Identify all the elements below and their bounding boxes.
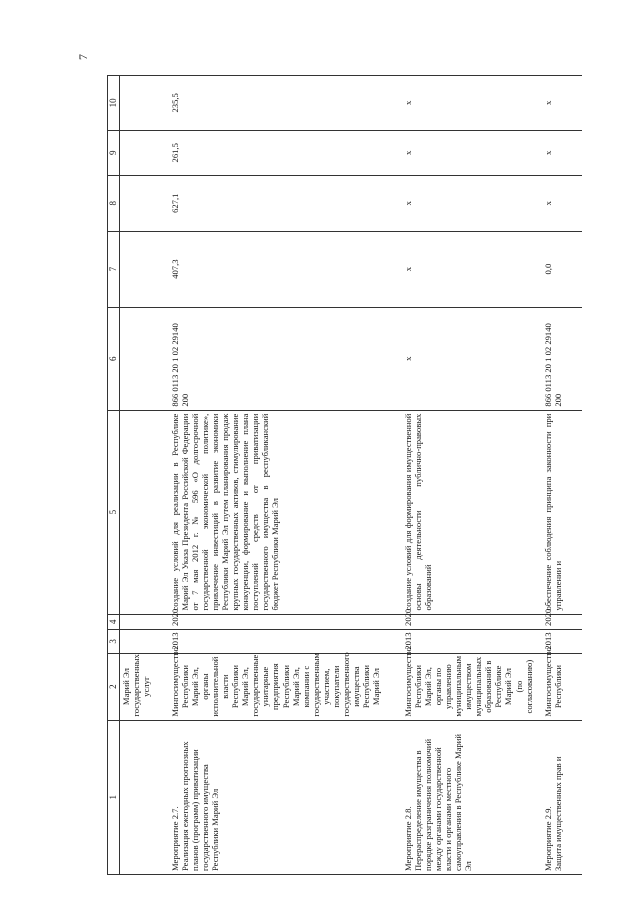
- col-header-8: 8: [108, 175, 120, 231]
- value-cell-8: х: [542, 175, 582, 231]
- col-header-9: 9: [108, 130, 120, 175]
- col-header-6: 6: [108, 307, 120, 410]
- value-cell-7: 407,3: [169, 231, 402, 307]
- page-number: 7: [76, 54, 90, 60]
- value-cell-9: 261,5: [169, 130, 402, 175]
- executor-cell: Мингосимущество Республики Марий Эл, органы по управлению муниципальным имуществом муниципальных образований в Республике Марий Эл (по согласованию): [402, 653, 542, 720]
- col-header-2: 2: [108, 653, 120, 720]
- continuation-row: [119, 76, 169, 875]
- col-header-3: 3: [108, 629, 120, 653]
- value-cell-9: х: [402, 130, 542, 175]
- table-row: [542, 76, 582, 875]
- col-header-5: 5: [108, 410, 120, 614]
- value-cell-8: х: [402, 175, 542, 231]
- rotated-table-sheet: [107, 75, 577, 875]
- start-year-cell: 2013: [542, 629, 582, 653]
- budget-code-cell: 866 0113 20 1 02 29140 200: [542, 307, 582, 410]
- continued-executor-cell: Марий Эл государственных услуг: [119, 653, 169, 720]
- value-cell-10: х: [402, 76, 542, 131]
- expected-result-cell: создание условий для формирования имущественной основы деятельности публично-правовых образований: [402, 410, 542, 614]
- budget-code-cell: 866 0113 20 1 02 29140 200: [169, 307, 402, 410]
- table-row: [169, 76, 402, 875]
- col-header-4: 4: [108, 614, 120, 629]
- measure-name-cell: Мероприятие 2.8. Перераспределение имущества в порядке разграничения полномочий между органами государственной власти и органами местного самоуправления в Республике Марий Эл: [402, 720, 542, 874]
- end-year-cell: 2020: [402, 614, 542, 629]
- start-year-cell: 2013: [402, 629, 542, 653]
- budget-code-cell: х: [402, 307, 542, 410]
- measure-name-cell: Мероприятие 2.9. Защита имущественных прав и: [542, 720, 582, 874]
- value-cell-7: 0,0: [542, 231, 582, 307]
- end-year-cell: 2020: [169, 614, 402, 629]
- end-year-cell: 2020: [542, 614, 582, 629]
- expected-result-cell: обеспечение соблюдения принципа законности при управлении и: [542, 410, 582, 614]
- col-header-7: 7: [108, 231, 120, 307]
- column-header-row: [108, 76, 120, 875]
- program-measures-table: [107, 75, 582, 875]
- table-row: [402, 76, 542, 875]
- executor-cell: Мингосимущество Республики: [542, 653, 582, 720]
- value-cell-10: х: [542, 76, 582, 131]
- col-header-10: 10: [108, 76, 120, 131]
- value-cell-9: х: [542, 130, 582, 175]
- expected-result-cell: создание условий для реализации в Республике Марий Эл Указа Президента Российской Федерации от 7 мая 2012 г. № 596 «О долгосрочной государственной экономической политике», привлечение инвестиций в развитие экономики Республики Марий Эл путем планирования продаж крупных государственных активов, стимулирование конкуренции, формирование и выполнение плана поступлений средств от приватизации государственного имущества в республиканский бюджет Республики Марий Эл: [169, 410, 402, 614]
- value-cell-10: 235,5: [169, 76, 402, 131]
- measure-name-cell: Мероприятие 2.7. Реализация ежегодных прогнозных планов (программ) приватизации государственного имущества Республики Марий Эл: [169, 720, 402, 874]
- start-year-cell: 2013: [169, 629, 402, 653]
- value-cell-7: х: [402, 231, 542, 307]
- value-cell-8: 627,1: [169, 175, 402, 231]
- col-header-1: 1: [108, 720, 120, 874]
- executor-cell: Мингосимущество Республики Марий Эл, органы исполнительной власти Республики Марий Эл, государственные унитарные предприятия Республики Марий Эл, компании с государственным участием, покупатели государственного имущества Республики Марий Эл: [169, 653, 402, 720]
